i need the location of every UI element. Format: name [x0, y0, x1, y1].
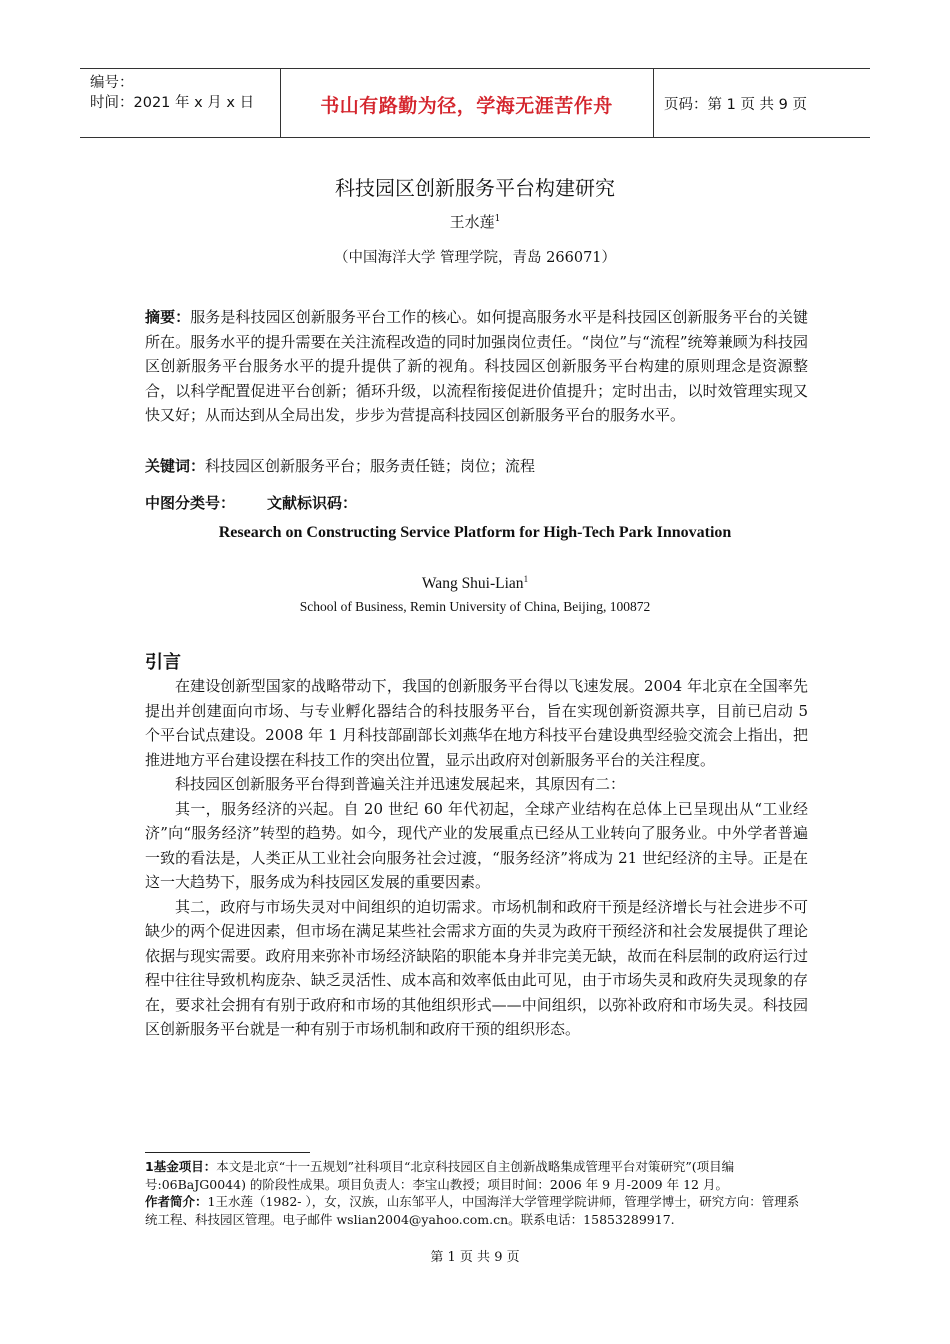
- section-body: [145, 674, 808, 1042]
- body-paragraph: 科技园区创新服务平台得到普遍关注并迅速发展起来，其原因有二：: [175, 775, 626, 793]
- footnote-divider: [145, 1152, 310, 1153]
- abstract-text: 服务是科技园区创新服务平台工作的核心。如何提高服务水平是科技园区创新服务平台的关键所在。服务水平的提升需要在关注流程改造的同时加强岗位责任。“岗位”与“流程”统筹兼顾为科技园区创新服务平台服务水平的提升提供了新的视角。科技园区创新服务平台构建的原则理念是资源整合，以科学配置促进平台创新；循环升级，以流程衔接促进价值提升；定时出击，以时效管理实现又快又好；从而达到从全局出发，步步为营提高科技园区创新服务平台的服务水平。: [145, 308, 808, 424]
- footnote-fund: [145, 1158, 810, 1193]
- doc-number-label: 编号：: [90, 75, 134, 91]
- keywords-text: 科技园区创新服务平台；服务责任链；岗位；流程: [205, 457, 536, 475]
- clc-label: 中图分类号：: [145, 494, 236, 512]
- header-motto: 书山有路勤为径，学海无涯苦作舟: [320, 95, 613, 117]
- bio-label: 作者简介：: [145, 1194, 208, 1209]
- header-divider: [653, 69, 654, 137]
- keywords-label: 关键词：: [145, 457, 206, 475]
- section-heading: 引言: [145, 652, 181, 673]
- classification-line: [145, 491, 808, 516]
- author-affiliation: （中国海洋大学 管理学院，青岛 266071）: [333, 250, 617, 266]
- english-affiliation: School of Business, Remin University of China, Beijing, 100872: [299, 599, 651, 614]
- english-title: Research on Constructing Service Platform for High-Tech Park Innovation: [218, 524, 732, 541]
- abstract-label: 摘要：: [145, 308, 191, 326]
- doc-code-label: 文献标识码：: [267, 494, 358, 512]
- english-author-line: [0, 574, 950, 593]
- page-header: [80, 68, 870, 138]
- author-line: [0, 211, 950, 232]
- body-paragraph: 其二，政府与市场失灵对中间组织的迫切需求。市场机制和政府干预是经济增长与社会进步不可缺少的两个促进因素，但市场在满足某些社会需求方面的失灵为政府干预经济和社会发展提供了理论依据与现实需要。政府用来弥补市场经济缺陷的职能本身并非完美无缺，故而在科层制的政府运行过程中往往导致机构庞杂、缺乏灵活性、成本高和效率低由此可见，由于市场失灵和政府失灵现象的存在，要求社会拥有有别于政府和市场的其他组织形式——中间组织，以弥补政府和市场失灵。科技园区创新服务平台就是一种有别于市场机制和政府干预的组织形态。: [145, 897, 808, 1038]
- footnote-bio: [145, 1193, 810, 1228]
- header-meta: [90, 73, 254, 113]
- author-superscript: 1: [494, 214, 501, 224]
- header-page-label: 页码：第 1 页 共 9 页: [664, 97, 807, 113]
- author-name: 王水莲: [449, 213, 495, 231]
- doc-time-label: 时间：2021 年 x 月 x 日: [90, 95, 255, 111]
- body-paragraph: 其一，服务经济的兴起。自 20 世纪 60 年代初起，全球产业结构在总体上已呈现出从“工业经济”向“服务经济”转型的趋势。如今，现代产业的发展重点已经从工业转向了服务业。中外学者普遍一致的看法是，人类正从工业社会向服务社会过渡，“服务经济”将成为 21 世纪经济的主导。正是在这一大趋势下，服务成为科技园区发展的重要因素。: [145, 799, 808, 891]
- paper-title: 科技园区创新服务平台构建研究: [335, 176, 615, 200]
- body-paragraph: 在建设创新型国家的战略带动下，我国的创新服务平台得以飞速发展。2004 年北京在全国率先提出并创建面向市场、与专业孵化器结合的科技服务平台，旨在实现创新资源共享，目前已启动 5 个平台试点建设。2008 年 1 月科技部副部长刘燕华在地方科技平台建设典型经验交流会上指出，把推进地方平台建设摆在科技工作的突出位置，显示出政府对创新服务平台的关注程度。: [145, 677, 808, 769]
- abstract: [145, 305, 808, 428]
- fund-label: 1基金项目：: [145, 1159, 217, 1174]
- english-author-superscript: 1: [523, 574, 529, 584]
- keywords: [145, 454, 808, 479]
- bio-text: 1王水莲（1982- ），女，汉族，山东邹平人，中国海洋大学管理学院讲师，管理学博士，研究方向：管理系统工程、科技园区管理。电子邮件 wslian2004@yahoo.com.cn。联系电话：15853289917.: [145, 1194, 800, 1227]
- page-footer: 第 1 页 共 9 页: [430, 1250, 520, 1265]
- footnote: [145, 1158, 810, 1228]
- fund-text: 本文是北京“十一五规划”社科项目“北京科技园区自主创新战略集成管理平台对策研究”(项目编号:06BaJG0044) 的阶段性成果。项目负责人：李宝山教授；项目时间：2006 年 9 月-2009 年 12 月。: [145, 1159, 735, 1192]
- english-author-name: Wang Shui-Lian: [421, 575, 524, 593]
